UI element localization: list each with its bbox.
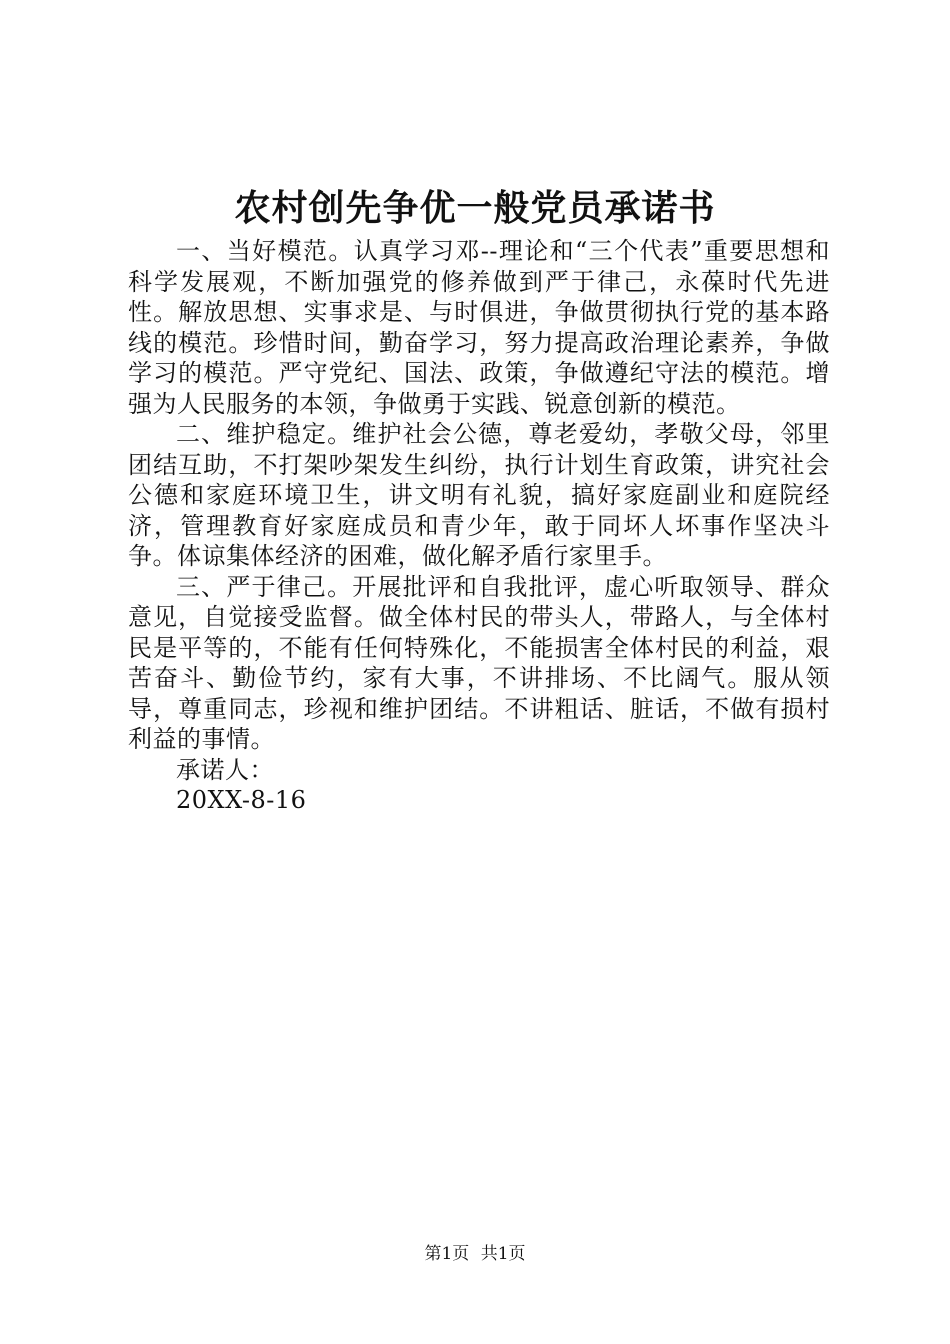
paragraph-2: 二、维护稳定。维护社会公德，尊老爱幼，孝敬父母，邻里团结互助，不打架吵架发生纠纷，执行计划生育政策，讲究社会公德和家庭环境卫生，讲文明有礼貌，搞好家庭副业和庭院经济，管理教育好家庭成员和青少年，敢于同坏人坏事作坚决斗争。体谅集体经济的困难，做化解矛盾行家里手。 (128, 420, 830, 570)
page-footer: 第1页 共1页 (424, 1244, 526, 1264)
document-title: 农村创先争优一般党员承诺书 (234, 187, 716, 229)
paragraph-3: 三、严于律己。开展批评和自我批评，虚心听取领导、群众意见，自觉接受监督。做全体村民的带头人，带路人，与全体村民是平等的，不能有任何特殊化，不能损害全体村民的利益，艰苦奋斗、勤俭节约，家有大事，不讲排场、不比阔气。服从领导，尊重同志，珍视和维护团结。不讲粗话、脏话，不做有损村利益的事情。 (128, 572, 830, 753)
signature-label: 承诺人： (176, 755, 274, 784)
paragraph-1: 一、当好模范。认真学习邓--理论和“三个代表”重要思想和科学发展观，不断加强党的修养做到严于律己，永葆时代先进性。解放思想、实事求是、与时俱进，争做贯彻执行党的基本路线的模范。珍惜时间，勤奋学习，努力提高政治理论素养，争做学习的模范。严守党纪、国法、政策，争做遵纪守法的模范。增强为人民服务的本领，争做勇于实践、锐意创新的模范。 (128, 237, 830, 418)
document-body (128, 236, 830, 816)
signature-date: 20XX-8-16 (176, 786, 307, 814)
